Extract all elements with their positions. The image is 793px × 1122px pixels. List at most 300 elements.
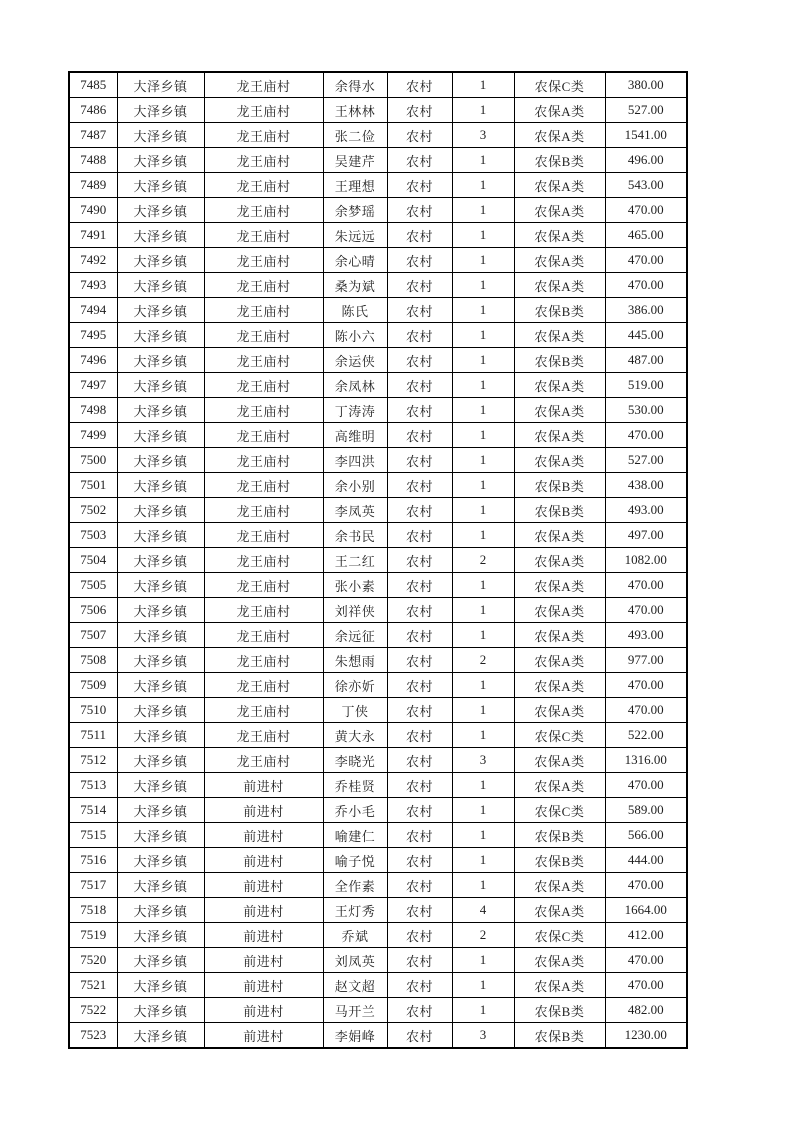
township-cell: 大泽乡镇 xyxy=(117,973,204,998)
insurance-class-cell: 农保A类 xyxy=(514,223,605,248)
insurance-class-cell: 农保B类 xyxy=(514,473,605,498)
village-cell: 前进村 xyxy=(204,898,323,923)
village-cell: 龙王庙村 xyxy=(204,673,323,698)
table-row xyxy=(69,948,687,973)
person-name-cell: 余凤林 xyxy=(323,373,387,398)
person-count-cell: 2 xyxy=(452,923,514,948)
village-cell: 龙王庙村 xyxy=(204,648,323,673)
residence-category-cell: 农村 xyxy=(387,98,452,123)
residence-category-cell: 农村 xyxy=(387,373,452,398)
village-cell: 龙王庙村 xyxy=(204,473,323,498)
records-tbody xyxy=(69,72,687,1048)
village-cell: 龙王庙村 xyxy=(204,498,323,523)
township-cell: 大泽乡镇 xyxy=(117,898,204,923)
person-name-cell: 朱远远 xyxy=(323,223,387,248)
amount-cell: 412.00 xyxy=(605,923,687,948)
amount-cell: 386.00 xyxy=(605,298,687,323)
township-cell: 大泽乡镇 xyxy=(117,423,204,448)
amount-cell: 497.00 xyxy=(605,523,687,548)
serial-number-cell: 7504 xyxy=(69,548,117,573)
village-cell: 龙王庙村 xyxy=(204,748,323,773)
township-cell: 大泽乡镇 xyxy=(117,723,204,748)
amount-cell: 522.00 xyxy=(605,723,687,748)
serial-number-cell: 7497 xyxy=(69,373,117,398)
village-cell: 前进村 xyxy=(204,798,323,823)
table-row xyxy=(69,448,687,473)
residence-category-cell: 农村 xyxy=(387,948,452,973)
township-cell: 大泽乡镇 xyxy=(117,398,204,423)
serial-number-cell: 7505 xyxy=(69,573,117,598)
township-cell: 大泽乡镇 xyxy=(117,598,204,623)
amount-cell: 470.00 xyxy=(605,973,687,998)
amount-cell: 1664.00 xyxy=(605,898,687,923)
residence-category-cell: 农村 xyxy=(387,823,452,848)
serial-number-cell: 7511 xyxy=(69,723,117,748)
serial-number-cell: 7500 xyxy=(69,448,117,473)
serial-number-cell: 7495 xyxy=(69,323,117,348)
serial-number-cell: 7514 xyxy=(69,798,117,823)
residence-category-cell: 农村 xyxy=(387,223,452,248)
village-cell: 龙王庙村 xyxy=(204,273,323,298)
township-cell: 大泽乡镇 xyxy=(117,998,204,1023)
table-row xyxy=(69,673,687,698)
village-cell: 龙王庙村 xyxy=(204,323,323,348)
insurance-class-cell: 农保A类 xyxy=(514,873,605,898)
serial-number-cell: 7515 xyxy=(69,823,117,848)
table-row xyxy=(69,748,687,773)
serial-number-cell: 7493 xyxy=(69,273,117,298)
residence-category-cell: 农村 xyxy=(387,573,452,598)
residence-category-cell: 农村 xyxy=(387,773,452,798)
township-cell: 大泽乡镇 xyxy=(117,873,204,898)
person-count-cell: 1 xyxy=(452,348,514,373)
person-count-cell: 1 xyxy=(452,823,514,848)
person-name-cell: 赵文超 xyxy=(323,973,387,998)
village-cell: 龙王庙村 xyxy=(204,72,323,98)
person-name-cell: 乔斌 xyxy=(323,923,387,948)
person-name-cell: 桑为斌 xyxy=(323,273,387,298)
insurance-class-cell: 农保B类 xyxy=(514,1023,605,1049)
amount-cell: 589.00 xyxy=(605,798,687,823)
residence-category-cell: 农村 xyxy=(387,72,452,98)
amount-cell: 1541.00 xyxy=(605,123,687,148)
table-row xyxy=(69,423,687,448)
amount-cell: 470.00 xyxy=(605,673,687,698)
village-cell: 龙王庙村 xyxy=(204,148,323,173)
person-count-cell: 2 xyxy=(452,548,514,573)
table-row xyxy=(69,473,687,498)
table-row xyxy=(69,398,687,423)
village-cell: 龙王庙村 xyxy=(204,698,323,723)
insurance-class-cell: 农保A类 xyxy=(514,423,605,448)
amount-cell: 470.00 xyxy=(605,273,687,298)
residence-category-cell: 农村 xyxy=(387,448,452,473)
person-count-cell: 1 xyxy=(452,723,514,748)
amount-cell: 482.00 xyxy=(605,998,687,1023)
person-count-cell: 1 xyxy=(452,698,514,723)
serial-number-cell: 7518 xyxy=(69,898,117,923)
serial-number-cell: 7517 xyxy=(69,873,117,898)
township-cell: 大泽乡镇 xyxy=(117,548,204,573)
person-count-cell: 3 xyxy=(452,1023,514,1049)
amount-cell: 470.00 xyxy=(605,573,687,598)
insurance-class-cell: 农保A类 xyxy=(514,748,605,773)
residence-category-cell: 农村 xyxy=(387,548,452,573)
person-count-cell: 1 xyxy=(452,198,514,223)
person-count-cell: 1 xyxy=(452,72,514,98)
table-row xyxy=(69,823,687,848)
amount-cell: 487.00 xyxy=(605,348,687,373)
table-row xyxy=(69,848,687,873)
residence-category-cell: 农村 xyxy=(387,898,452,923)
amount-cell: 470.00 xyxy=(605,198,687,223)
insurance-class-cell: 农保B类 xyxy=(514,498,605,523)
residence-category-cell: 农村 xyxy=(387,398,452,423)
residence-category-cell: 农村 xyxy=(387,798,452,823)
table-row xyxy=(69,698,687,723)
table-row xyxy=(69,873,687,898)
township-cell: 大泽乡镇 xyxy=(117,323,204,348)
person-count-cell: 1 xyxy=(452,298,514,323)
table-row xyxy=(69,973,687,998)
village-cell: 龙王庙村 xyxy=(204,198,323,223)
amount-cell: 470.00 xyxy=(605,248,687,273)
table-row xyxy=(69,98,687,123)
table-row xyxy=(69,1023,687,1049)
person-name-cell: 丁涛涛 xyxy=(323,398,387,423)
village-cell: 龙王庙村 xyxy=(204,173,323,198)
person-count-cell: 1 xyxy=(452,598,514,623)
amount-cell: 519.00 xyxy=(605,373,687,398)
township-cell: 大泽乡镇 xyxy=(117,848,204,873)
person-name-cell: 丁侠 xyxy=(323,698,387,723)
amount-cell: 1230.00 xyxy=(605,1023,687,1049)
serial-number-cell: 7503 xyxy=(69,523,117,548)
insurance-class-cell: 农保A类 xyxy=(514,273,605,298)
person-name-cell: 张二俭 xyxy=(323,123,387,148)
person-count-cell: 1 xyxy=(452,323,514,348)
serial-number-cell: 7502 xyxy=(69,498,117,523)
person-name-cell: 吴建芹 xyxy=(323,148,387,173)
serial-number-cell: 7485 xyxy=(69,72,117,98)
person-name-cell: 李娟峰 xyxy=(323,1023,387,1049)
residence-category-cell: 农村 xyxy=(387,973,452,998)
person-name-cell: 余书民 xyxy=(323,523,387,548)
person-count-cell: 1 xyxy=(452,498,514,523)
insurance-class-cell: 农保C类 xyxy=(514,72,605,98)
village-cell: 龙王庙村 xyxy=(204,373,323,398)
serial-number-cell: 7492 xyxy=(69,248,117,273)
serial-number-cell: 7491 xyxy=(69,223,117,248)
residence-category-cell: 农村 xyxy=(387,248,452,273)
residence-category-cell: 农村 xyxy=(387,498,452,523)
person-name-cell: 李晓光 xyxy=(323,748,387,773)
township-cell: 大泽乡镇 xyxy=(117,923,204,948)
township-cell: 大泽乡镇 xyxy=(117,798,204,823)
person-count-cell: 1 xyxy=(452,948,514,973)
person-name-cell: 刘祥侠 xyxy=(323,598,387,623)
township-cell: 大泽乡镇 xyxy=(117,248,204,273)
person-name-cell: 余运侠 xyxy=(323,348,387,373)
person-count-cell: 1 xyxy=(452,148,514,173)
serial-number-cell: 7516 xyxy=(69,848,117,873)
village-cell: 龙王庙村 xyxy=(204,523,323,548)
township-cell: 大泽乡镇 xyxy=(117,1023,204,1049)
township-cell: 大泽乡镇 xyxy=(117,823,204,848)
serial-number-cell: 7519 xyxy=(69,923,117,948)
serial-number-cell: 7490 xyxy=(69,198,117,223)
village-cell: 龙王庙村 xyxy=(204,298,323,323)
table-row xyxy=(69,923,687,948)
table-row xyxy=(69,723,687,748)
serial-number-cell: 7513 xyxy=(69,773,117,798)
amount-cell: 470.00 xyxy=(605,698,687,723)
insurance-class-cell: 农保A类 xyxy=(514,623,605,648)
residence-category-cell: 农村 xyxy=(387,273,452,298)
village-cell: 龙王庙村 xyxy=(204,548,323,573)
table-row xyxy=(69,648,687,673)
insurance-class-cell: 农保A类 xyxy=(514,773,605,798)
village-cell: 前进村 xyxy=(204,1023,323,1049)
residence-category-cell: 农村 xyxy=(387,523,452,548)
person-count-cell: 1 xyxy=(452,973,514,998)
village-cell: 龙王庙村 xyxy=(204,423,323,448)
village-cell: 龙王庙村 xyxy=(204,98,323,123)
insurance-class-cell: 农保A类 xyxy=(514,598,605,623)
insurance-class-cell: 农保A类 xyxy=(514,373,605,398)
person-name-cell: 李四洪 xyxy=(323,448,387,473)
village-cell: 前进村 xyxy=(204,823,323,848)
village-cell: 前进村 xyxy=(204,973,323,998)
village-cell: 龙王庙村 xyxy=(204,348,323,373)
village-cell: 龙王庙村 xyxy=(204,448,323,473)
amount-cell: 470.00 xyxy=(605,948,687,973)
person-name-cell: 王二红 xyxy=(323,548,387,573)
residence-category-cell: 农村 xyxy=(387,348,452,373)
serial-number-cell: 7499 xyxy=(69,423,117,448)
residence-category-cell: 农村 xyxy=(387,173,452,198)
person-count-cell: 1 xyxy=(452,873,514,898)
village-cell: 前进村 xyxy=(204,773,323,798)
village-cell: 龙王庙村 xyxy=(204,598,323,623)
person-count-cell: 1 xyxy=(452,473,514,498)
serial-number-cell: 7520 xyxy=(69,948,117,973)
residence-category-cell: 农村 xyxy=(387,998,452,1023)
person-count-cell: 1 xyxy=(452,523,514,548)
township-cell: 大泽乡镇 xyxy=(117,298,204,323)
table-row xyxy=(69,498,687,523)
person-count-cell: 2 xyxy=(452,648,514,673)
serial-number-cell: 7496 xyxy=(69,348,117,373)
serial-number-cell: 7521 xyxy=(69,973,117,998)
village-cell: 龙王庙村 xyxy=(204,223,323,248)
person-name-cell: 余远征 xyxy=(323,623,387,648)
township-cell: 大泽乡镇 xyxy=(117,448,204,473)
amount-cell: 527.00 xyxy=(605,448,687,473)
amount-cell: 493.00 xyxy=(605,498,687,523)
township-cell: 大泽乡镇 xyxy=(117,773,204,798)
table-row xyxy=(69,298,687,323)
serial-number-cell: 7522 xyxy=(69,998,117,1023)
person-count-cell: 4 xyxy=(452,898,514,923)
amount-cell: 496.00 xyxy=(605,148,687,173)
person-count-cell: 1 xyxy=(452,173,514,198)
township-cell: 大泽乡镇 xyxy=(117,473,204,498)
table-row xyxy=(69,123,687,148)
insurance-class-cell: 农保B类 xyxy=(514,823,605,848)
serial-number-cell: 7510 xyxy=(69,698,117,723)
township-cell: 大泽乡镇 xyxy=(117,698,204,723)
village-cell: 龙王庙村 xyxy=(204,398,323,423)
table-row xyxy=(69,998,687,1023)
person-count-cell: 1 xyxy=(452,573,514,598)
table-row xyxy=(69,173,687,198)
residence-category-cell: 农村 xyxy=(387,198,452,223)
person-name-cell: 徐亦妡 xyxy=(323,673,387,698)
person-name-cell: 乔桂贤 xyxy=(323,773,387,798)
township-cell: 大泽乡镇 xyxy=(117,123,204,148)
person-name-cell: 马开兰 xyxy=(323,998,387,1023)
residence-category-cell: 农村 xyxy=(387,598,452,623)
residence-category-cell: 农村 xyxy=(387,848,452,873)
table-row xyxy=(69,273,687,298)
person-count-cell: 1 xyxy=(452,673,514,698)
person-name-cell: 陈氏 xyxy=(323,298,387,323)
residence-category-cell: 农村 xyxy=(387,1023,452,1049)
amount-cell: 543.00 xyxy=(605,173,687,198)
serial-number-cell: 7489 xyxy=(69,173,117,198)
person-name-cell: 朱想雨 xyxy=(323,648,387,673)
township-cell: 大泽乡镇 xyxy=(117,748,204,773)
person-name-cell: 余梦瑶 xyxy=(323,198,387,223)
amount-cell: 977.00 xyxy=(605,648,687,673)
person-count-cell: 1 xyxy=(452,273,514,298)
insurance-roster-table xyxy=(68,71,688,1049)
amount-cell: 380.00 xyxy=(605,72,687,98)
village-cell: 前进村 xyxy=(204,923,323,948)
township-cell: 大泽乡镇 xyxy=(117,273,204,298)
serial-number-cell: 7512 xyxy=(69,748,117,773)
person-name-cell: 乔小毛 xyxy=(323,798,387,823)
person-name-cell: 喻建仁 xyxy=(323,823,387,848)
insurance-class-cell: 农保C类 xyxy=(514,723,605,748)
village-cell: 龙王庙村 xyxy=(204,623,323,648)
serial-number-cell: 7498 xyxy=(69,398,117,423)
amount-cell: 438.00 xyxy=(605,473,687,498)
serial-number-cell: 7523 xyxy=(69,1023,117,1049)
person-name-cell: 张小素 xyxy=(323,573,387,598)
person-count-cell: 1 xyxy=(452,798,514,823)
residence-category-cell: 农村 xyxy=(387,298,452,323)
insurance-class-cell: 农保A类 xyxy=(514,448,605,473)
person-count-cell: 1 xyxy=(452,448,514,473)
amount-cell: 566.00 xyxy=(605,823,687,848)
village-cell: 前进村 xyxy=(204,848,323,873)
person-name-cell: 王灯秀 xyxy=(323,898,387,923)
person-name-cell: 全作素 xyxy=(323,873,387,898)
insurance-class-cell: 农保A类 xyxy=(514,548,605,573)
residence-category-cell: 农村 xyxy=(387,123,452,148)
township-cell: 大泽乡镇 xyxy=(117,573,204,598)
township-cell: 大泽乡镇 xyxy=(117,98,204,123)
table-row xyxy=(69,72,687,98)
township-cell: 大泽乡镇 xyxy=(117,648,204,673)
table-row xyxy=(69,898,687,923)
insurance-class-cell: 农保A类 xyxy=(514,523,605,548)
table-row xyxy=(69,548,687,573)
person-count-cell: 3 xyxy=(452,748,514,773)
serial-number-cell: 7487 xyxy=(69,123,117,148)
amount-cell: 1082.00 xyxy=(605,548,687,573)
insurance-class-cell: 农保A类 xyxy=(514,648,605,673)
township-cell: 大泽乡镇 xyxy=(117,198,204,223)
amount-cell: 470.00 xyxy=(605,598,687,623)
residence-category-cell: 农村 xyxy=(387,623,452,648)
table-row xyxy=(69,148,687,173)
village-cell: 前进村 xyxy=(204,873,323,898)
insurance-class-cell: 农保A类 xyxy=(514,673,605,698)
residence-category-cell: 农村 xyxy=(387,148,452,173)
insurance-class-cell: 农保A类 xyxy=(514,698,605,723)
amount-cell: 470.00 xyxy=(605,423,687,448)
person-count-cell: 1 xyxy=(452,998,514,1023)
township-cell: 大泽乡镇 xyxy=(117,348,204,373)
person-name-cell: 喻子悦 xyxy=(323,848,387,873)
serial-number-cell: 7488 xyxy=(69,148,117,173)
person-count-cell: 3 xyxy=(452,123,514,148)
residence-category-cell: 农村 xyxy=(387,423,452,448)
serial-number-cell: 7506 xyxy=(69,598,117,623)
table-row xyxy=(69,198,687,223)
village-cell: 龙王庙村 xyxy=(204,248,323,273)
table-row xyxy=(69,348,687,373)
table-row xyxy=(69,598,687,623)
table-row xyxy=(69,623,687,648)
table-row xyxy=(69,323,687,348)
insurance-class-cell: 农保C类 xyxy=(514,923,605,948)
person-count-cell: 1 xyxy=(452,398,514,423)
township-cell: 大泽乡镇 xyxy=(117,173,204,198)
person-name-cell: 高维明 xyxy=(323,423,387,448)
insurance-class-cell: 农保B类 xyxy=(514,148,605,173)
person-count-cell: 1 xyxy=(452,223,514,248)
township-cell: 大泽乡镇 xyxy=(117,523,204,548)
township-cell: 大泽乡镇 xyxy=(117,223,204,248)
person-name-cell: 余心晴 xyxy=(323,248,387,273)
amount-cell: 1316.00 xyxy=(605,748,687,773)
insurance-class-cell: 农保A类 xyxy=(514,198,605,223)
serial-number-cell: 7508 xyxy=(69,648,117,673)
residence-category-cell: 农村 xyxy=(387,323,452,348)
amount-cell: 493.00 xyxy=(605,623,687,648)
table-row xyxy=(69,523,687,548)
person-count-cell: 1 xyxy=(452,248,514,273)
village-cell: 龙王庙村 xyxy=(204,123,323,148)
person-name-cell: 黄大永 xyxy=(323,723,387,748)
person-name-cell: 余得水 xyxy=(323,72,387,98)
person-name-cell: 余小别 xyxy=(323,473,387,498)
insurance-class-cell: 农保A类 xyxy=(514,323,605,348)
person-count-cell: 1 xyxy=(452,623,514,648)
insurance-class-cell: 农保B类 xyxy=(514,348,605,373)
table-row xyxy=(69,373,687,398)
serial-number-cell: 7486 xyxy=(69,98,117,123)
township-cell: 大泽乡镇 xyxy=(117,373,204,398)
table-row xyxy=(69,773,687,798)
table-row xyxy=(69,573,687,598)
person-name-cell: 刘凤英 xyxy=(323,948,387,973)
table-row xyxy=(69,798,687,823)
